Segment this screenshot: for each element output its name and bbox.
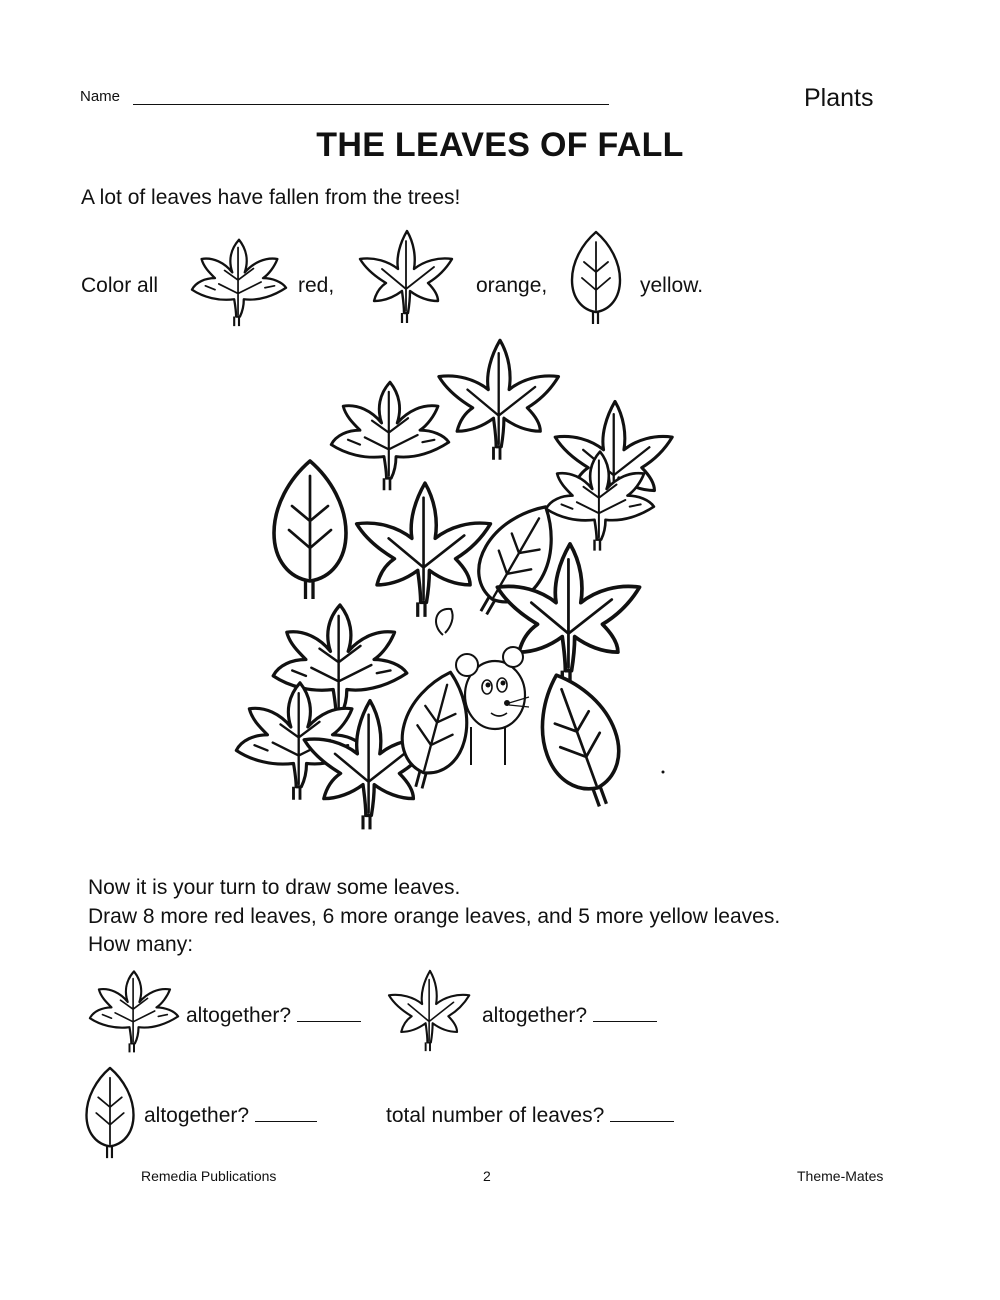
pile-leaf <box>274 461 346 599</box>
answer-blank[interactable] <box>255 1121 317 1122</box>
question-text: altogether? <box>186 1004 292 1027</box>
intro-text: A lot of leaves have fallen from the trees! <box>81 186 461 209</box>
question-text: altogether? <box>144 1104 250 1127</box>
maple-leaf-wide-icon <box>186 234 292 330</box>
red-label: red, <box>298 274 335 297</box>
answer-blank[interactable] <box>297 1021 361 1022</box>
question-text: altogether? <box>482 1004 588 1027</box>
pile-leaf <box>523 663 638 817</box>
maple-leaf-pointed-icon <box>382 966 478 1056</box>
instruction-line: Draw 8 more red leaves, 6 more orange leaves, and 5 more yellow leaves. <box>88 904 781 928</box>
instruction-line: How many: <box>88 933 194 956</box>
yellow-count-question <box>144 1104 317 1128</box>
pile-leaf <box>331 382 449 490</box>
answer-blank[interactable] <box>593 1021 657 1022</box>
maple-leaf-wide-icon <box>84 966 184 1056</box>
total-count-question <box>386 1104 674 1128</box>
name-line[interactable] <box>133 104 609 105</box>
orange-count-question <box>482 1004 657 1028</box>
oval-leaf-icon <box>566 228 626 328</box>
series-label: Theme-Mates <box>797 1168 884 1184</box>
leaf-pile-illustration <box>205 335 675 835</box>
page-number: 2 <box>483 1168 491 1184</box>
color-all-label: Color all <box>81 274 159 297</box>
oval-leaf-icon <box>80 1064 140 1162</box>
answer-blank[interactable] <box>610 1121 674 1122</box>
question-text: total number of leaves? <box>386 1104 605 1127</box>
page-title: THE LEAVES OF FALL <box>316 126 684 164</box>
maple-leaf-pointed-icon <box>352 226 462 328</box>
pile-leaf <box>439 340 559 460</box>
orange-label: orange, <box>476 274 548 297</box>
yellow-label: yellow. <box>640 274 704 297</box>
subject-label: Plants <box>804 84 874 112</box>
red-count-question <box>186 1004 361 1028</box>
instructions-block <box>88 874 780 960</box>
name-label: Name <box>80 88 121 105</box>
instruction-line: Now it is your turn to draw some leaves. <box>88 876 461 899</box>
pile-leaf <box>357 483 491 617</box>
publisher-label: Remedia Publications <box>141 1168 277 1184</box>
